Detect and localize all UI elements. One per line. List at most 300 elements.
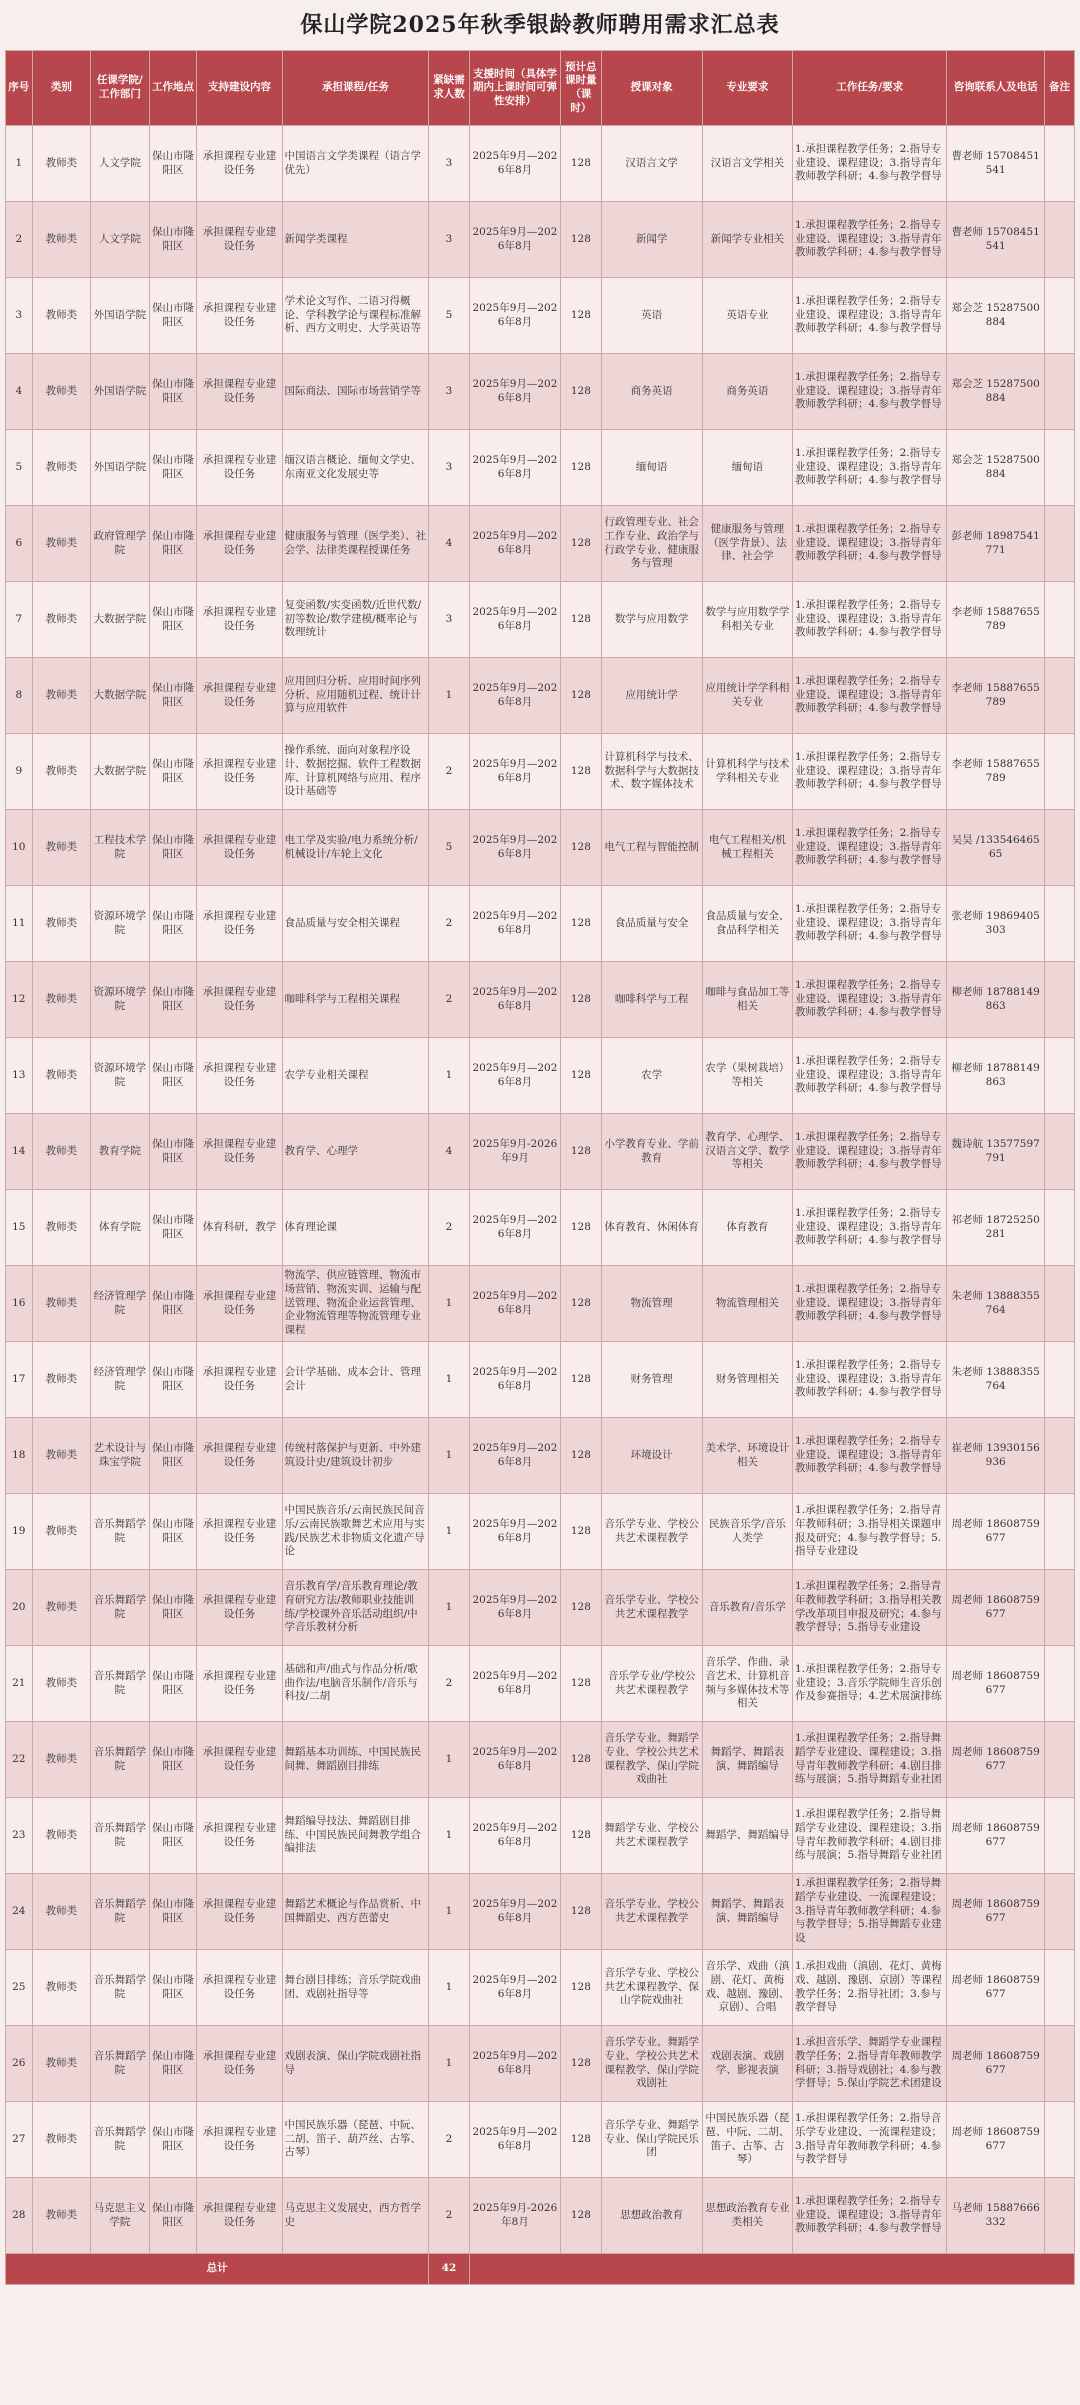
- course-task-cell: 物流学、供应链管理、物流市场营销、物流实训、运输与配送管理、物流企业运营管理、企业物流管理等物流管理专业课程: [282, 1266, 429, 1342]
- category-cell: 教师类: [32, 734, 91, 810]
- college-cell: 教育学院: [91, 1114, 150, 1190]
- row-index-cell: 5: [6, 430, 33, 506]
- teaching-target-cell: 音乐学专业、舞蹈学专业、学校公共艺术课程教学、保山学院戏曲社: [601, 1722, 702, 1798]
- college-cell: 政府管理学院: [91, 506, 150, 582]
- total-hours-cell: 128: [561, 1038, 601, 1114]
- contact-cell: 郑会芝 15287500884: [947, 430, 1045, 506]
- row-index-cell: 19: [6, 1494, 33, 1570]
- row-index-cell: 20: [6, 1570, 33, 1646]
- support-period-cell: 2025年9月—2026年8月: [469, 1342, 560, 1418]
- major-requirement-cell: 戏剧表演、戏剧学、影视表演: [702, 2026, 792, 2102]
- total-hours-cell: 128: [561, 1494, 601, 1570]
- table-row: [6, 962, 1075, 1038]
- headcount-cell: 2: [429, 734, 469, 810]
- teaching-target-cell: 音乐学专业、舞蹈学专业、保山学院民乐团: [601, 2102, 702, 2178]
- contact-cell: 马老师 15887666332: [947, 2178, 1045, 2254]
- course-task-cell: 操作系统、面向对象程序设计、数据挖掘、软件工程数据库、计算机网络与应用、程序设计基础等: [282, 734, 429, 810]
- table-row: [6, 1266, 1075, 1342]
- duties-cell: 1.承担课程教学任务；2.指导专业建设、课程建设；3.指导青年教师教学科研；4.参与教学督导: [793, 1418, 947, 1494]
- teaching-target-cell: 舞蹈学专业、学校公共艺术课程教学: [601, 1798, 702, 1874]
- support-period-cell: 2025年9月—2026年8月: [469, 2026, 560, 2102]
- support-period-cell: 2025年9月—2026年8月: [469, 1570, 560, 1646]
- category-cell: 教师类: [32, 1342, 91, 1418]
- course-task-cell: 基础和声/曲式与作品分析/歌曲作法/电脑音乐制作/音乐与科技/二胡: [282, 1646, 429, 1722]
- course-task-cell: 会计学基础、成本会计、管理会计: [282, 1342, 429, 1418]
- teaching-target-cell: 物流管理: [601, 1266, 702, 1342]
- table-row: [6, 430, 1075, 506]
- col-header: 紧缺需求人数: [429, 51, 469, 126]
- college-cell: 大数据学院: [91, 734, 150, 810]
- table-row: [6, 126, 1075, 202]
- headcount-cell: 1: [429, 2026, 469, 2102]
- contact-cell: 彭老师 18987541771: [947, 506, 1045, 582]
- remark-cell: [1045, 810, 1075, 886]
- duties-cell: 1.承担课程教学任务；2.指导专业建设、课程建设；3.指导青年教师教学科研；4.参与教学督导: [793, 1038, 947, 1114]
- category-cell: 教师类: [32, 1114, 91, 1190]
- teaching-target-cell: 应用统计学: [601, 658, 702, 734]
- col-header: 备注: [1045, 51, 1075, 126]
- college-cell: 大数据学院: [91, 582, 150, 658]
- category-cell: 教师类: [32, 1190, 91, 1266]
- headcount-cell: 3: [429, 202, 469, 278]
- remark-cell: [1045, 1114, 1075, 1190]
- headcount-cell: 3: [429, 430, 469, 506]
- support-content-cell: 承担课程专业建设任务: [197, 1646, 282, 1722]
- col-header: 类别: [32, 51, 91, 126]
- college-cell: 外国语学院: [91, 430, 150, 506]
- total-hours-cell: 128: [561, 658, 601, 734]
- support-period-cell: 2025年9月-2026年9月: [469, 1114, 560, 1190]
- course-task-cell: 教育学、心理学: [282, 1114, 429, 1190]
- table-row: [6, 1190, 1075, 1266]
- total-filler: [469, 2254, 1074, 2285]
- college-cell: 艺术设计与珠宝学院: [91, 1418, 150, 1494]
- support-content-cell: 承担课程专业建设任务: [197, 1038, 282, 1114]
- major-requirement-cell: 舞蹈学、舞蹈表演、舞蹈编导: [702, 1874, 792, 1950]
- support-content-cell: 承担课程专业建设任务: [197, 1798, 282, 1874]
- course-task-cell: 电工学及实验/电力系统分析/机械设计/车轮上文化: [282, 810, 429, 886]
- location-cell: 保山市隆阳区: [149, 1038, 197, 1114]
- total-value: 42: [429, 2254, 469, 2285]
- major-requirement-cell: 商务英语: [702, 354, 792, 430]
- teaching-target-cell: 新闻学: [601, 202, 702, 278]
- total-hours-cell: 128: [561, 734, 601, 810]
- course-task-cell: 马克思主义发展史，西方哲学史: [282, 2178, 429, 2254]
- category-cell: 教师类: [32, 2026, 91, 2102]
- teaching-target-cell: 电气工程与智能控制: [601, 810, 702, 886]
- teaching-target-cell: 小学教育专业、学前教育: [601, 1114, 702, 1190]
- support-content-cell: 承担课程专业建设任务: [197, 430, 282, 506]
- contact-cell: 吴昊 /13354646565: [947, 810, 1045, 886]
- total-hours-cell: 128: [561, 506, 601, 582]
- row-index-cell: 17: [6, 1342, 33, 1418]
- table-row: [6, 1114, 1075, 1190]
- headcount-cell: 5: [429, 810, 469, 886]
- headcount-cell: 4: [429, 1114, 469, 1190]
- teaching-target-cell: 音乐学专业、学校公共艺术课程教学: [601, 1570, 702, 1646]
- headcount-cell: 1: [429, 1038, 469, 1114]
- duties-cell: 1.承担课程教学任务；2.指导音乐学专业建设、一流课程建设；3.指导青年教师教学科研；4.参与教学督导: [793, 2102, 947, 2178]
- support-period-cell: 2025年9月—2026年8月: [469, 1950, 560, 2026]
- remark-cell: [1045, 1038, 1075, 1114]
- location-cell: 保山市隆阳区: [149, 278, 197, 354]
- teaching-target-cell: 思想政治教育: [601, 2178, 702, 2254]
- teaching-target-cell: 数学与应用数学: [601, 582, 702, 658]
- duties-cell: 1.承担课程教学任务；2.指导专业建设、课程建设；3.指导青年教师教学科研；4.参与教学督导: [793, 506, 947, 582]
- teaching-target-cell: 商务英语: [601, 354, 702, 430]
- category-cell: 教师类: [32, 2178, 91, 2254]
- support-content-cell: 承担课程专业建设任务: [197, 962, 282, 1038]
- headcount-cell: 1: [429, 1798, 469, 1874]
- college-cell: 音乐舞蹈学院: [91, 1646, 150, 1722]
- contact-cell: 李老师 15887655789: [947, 734, 1045, 810]
- college-cell: 人文学院: [91, 126, 150, 202]
- headcount-cell: 1: [429, 1494, 469, 1570]
- remark-cell: [1045, 1722, 1075, 1798]
- remark-cell: [1045, 886, 1075, 962]
- support-content-cell: 承担课程专业建设任务: [197, 658, 282, 734]
- headcount-cell: 1: [429, 1722, 469, 1798]
- category-cell: 教师类: [32, 810, 91, 886]
- course-task-cell: 复变函数/实变函数/近世代数/初等数论/数学建模/概率论与数理统计: [282, 582, 429, 658]
- col-header: 预计总课时量（课时）: [561, 51, 601, 126]
- headcount-cell: 1: [429, 658, 469, 734]
- row-index-cell: 6: [6, 506, 33, 582]
- location-cell: 保山市隆阳区: [149, 1950, 197, 2026]
- college-cell: 音乐舞蹈学院: [91, 1570, 150, 1646]
- total-label: 总计: [6, 2254, 429, 2285]
- duties-cell: 1.承担课程教学任务；2.指导专业建设、课程建设；3.指导青年教师教学科研；4.参与教学督导: [793, 658, 947, 734]
- course-task-cell: 音乐教育学/音乐教育理论/教育研究方法/教师职业技能训练/学校课外音乐活动组织/中学音乐教材分析: [282, 1570, 429, 1646]
- support-period-cell: 2025年9月—2026年8月: [469, 734, 560, 810]
- support-period-cell: 2025年9月—2026年8月: [469, 506, 560, 582]
- total-hours-cell: 128: [561, 582, 601, 658]
- location-cell: 保山市隆阳区: [149, 962, 197, 1038]
- total-hours-cell: 128: [561, 810, 601, 886]
- table-row: [6, 1038, 1075, 1114]
- support-content-cell: 承担课程专业建设任务: [197, 126, 282, 202]
- total-hours-cell: 128: [561, 1570, 601, 1646]
- contact-cell: 周老师 18608759677: [947, 2102, 1045, 2178]
- location-cell: 保山市隆阳区: [149, 1570, 197, 1646]
- location-cell: 保山市隆阳区: [149, 1798, 197, 1874]
- row-index-cell: 13: [6, 1038, 33, 1114]
- total-hours-cell: 128: [561, 126, 601, 202]
- category-cell: 教师类: [32, 430, 91, 506]
- row-index-cell: 28: [6, 2178, 33, 2254]
- duties-cell: 1.承担课程教学任务；2.指导专业建设、课程建设；3.指导青年教师教学科研；4.参与教学督导: [793, 278, 947, 354]
- course-task-cell: 中国语言文学类课程（语言学优先）: [282, 126, 429, 202]
- support-content-cell: 承担课程专业建设任务: [197, 582, 282, 658]
- table-row: [6, 506, 1075, 582]
- teaching-target-cell: 汉语言文学: [601, 126, 702, 202]
- course-task-cell: 传统村落保护与更新、中外建筑设计史/建筑设计初步: [282, 1418, 429, 1494]
- table-row: [6, 354, 1075, 430]
- total-hours-cell: 128: [561, 1190, 601, 1266]
- table-row: [6, 2102, 1075, 2178]
- headcount-cell: 2: [429, 1190, 469, 1266]
- teaching-target-cell: 农学: [601, 1038, 702, 1114]
- college-cell: 资源环境学院: [91, 1038, 150, 1114]
- location-cell: 保山市隆阳区: [149, 430, 197, 506]
- duties-cell: 1.承担课程教学任务；2.指导舞蹈学专业建设、课程建设；3.指导青年教师教学科研；4.剧目排练与展演；5.指导舞蹈专业社团: [793, 1798, 947, 1874]
- category-cell: 教师类: [32, 886, 91, 962]
- support-period-cell: 2025年9月—2026年8月: [469, 2102, 560, 2178]
- location-cell: 保山市隆阳区: [149, 126, 197, 202]
- category-cell: 教师类: [32, 962, 91, 1038]
- headcount-cell: 2: [429, 886, 469, 962]
- college-cell: 音乐舞蹈学院: [91, 1950, 150, 2026]
- category-cell: 教师类: [32, 1266, 91, 1342]
- support-period-cell: 2025年9月—2026年8月: [469, 1418, 560, 1494]
- college-cell: 资源环境学院: [91, 886, 150, 962]
- remark-cell: [1045, 658, 1075, 734]
- col-header: 支持建设内容: [197, 51, 282, 126]
- headcount-cell: 3: [429, 126, 469, 202]
- col-header: 授课对象: [601, 51, 702, 126]
- row-index-cell: 8: [6, 658, 33, 734]
- support-period-cell: 2025年9月—2026年8月: [469, 278, 560, 354]
- major-requirement-cell: 中国民族乐器（琵琶、中阮、二胡、笛子、古筝、古琴）: [702, 2102, 792, 2178]
- category-cell: 教师类: [32, 2102, 91, 2178]
- row-index-cell: 4: [6, 354, 33, 430]
- col-header: 支援时间（具体学期内上课时间可弹性安排）: [469, 51, 560, 126]
- table-row: [6, 1798, 1075, 1874]
- major-requirement-cell: 舞蹈学、舞蹈表演、舞蹈编导: [702, 1722, 792, 1798]
- total-hours-cell: 128: [561, 1798, 601, 1874]
- support-period-cell: 2025年9月—2026年8月: [469, 658, 560, 734]
- duties-cell: 1.承担课程教学任务；2.指导专业建设、课程建设；3.指导青年教师教学科研；4.参与教学督导: [793, 430, 947, 506]
- contact-cell: 崔老师 13930156936: [947, 1418, 1045, 1494]
- row-index-cell: 24: [6, 1874, 33, 1950]
- total-hours-cell: 128: [561, 1874, 601, 1950]
- major-requirement-cell: 民族音乐学/音乐人类学: [702, 1494, 792, 1570]
- table-row: [6, 2026, 1075, 2102]
- major-requirement-cell: 教育学、心理学、汉语言文学、数学等相关: [702, 1114, 792, 1190]
- duties-cell: 1.承担音乐学、舞蹈学专业课程教学任务；2.指导青年教师教学科研；3.指导戏剧社；4.参与教学督导；5.保山学院艺术团建设: [793, 2026, 947, 2102]
- course-task-cell: 中国民族乐器（琵琶、中阮、二胡、笛子、葫芦丝、古筝、古琴）: [282, 2102, 429, 2178]
- college-cell: 音乐舞蹈学院: [91, 2102, 150, 2178]
- row-index-cell: 16: [6, 1266, 33, 1342]
- col-header: 工作地点: [149, 51, 197, 126]
- course-task-cell: 中国民族音乐/云南民族民间音乐/云南民族歌舞艺术应用与实践/民族艺术非物质文化遗产导论: [282, 1494, 429, 1570]
- teaching-target-cell: 音乐学专业、舞蹈学专业、学校公共艺术课程教学、保山学院戏剧社: [601, 2026, 702, 2102]
- col-header: 专业要求: [702, 51, 792, 126]
- duties-cell: 1.承担课程教学任务；2.指导舞蹈学专业建设、课程建设；3.指导青年教师教学科研；4.剧目排练与展演；5.指导舞蹈专业社团: [793, 1722, 947, 1798]
- total-hours-cell: 128: [561, 886, 601, 962]
- duties-cell: 1.承担课程教学任务；2.指导专业建设、课程建设；3.指导青年教师教学科研；4.参与教学督导: [793, 1342, 947, 1418]
- remark-cell: [1045, 1266, 1075, 1342]
- major-requirement-cell: 农学（果树栽培）等相关: [702, 1038, 792, 1114]
- category-cell: 教师类: [32, 658, 91, 734]
- teaching-target-cell: 行政管理专业、社会工作专业、政治学与行政学专业、健康服务与管理: [601, 506, 702, 582]
- headcount-cell: 1: [429, 1342, 469, 1418]
- major-requirement-cell: 英语专业: [702, 278, 792, 354]
- major-requirement-cell: 数学与应用数学学科相关专业: [702, 582, 792, 658]
- duties-cell: 1.承担课程教学任务；2.指导专业建设、课程建设；3.指导青年教师教学科研；4.参与教学督导: [793, 126, 947, 202]
- total-hours-cell: 128: [561, 1722, 601, 1798]
- duties-cell: 1.承担课程教学任务；2.指导青年教师教学科研；3.指导相关教学改革项目申报及研究；4.参与教学督导；5.指导专业建设: [793, 1570, 947, 1646]
- contact-cell: 周老师 18608759677: [947, 2026, 1045, 2102]
- support-period-cell: 2025年9月-2026年8月: [469, 2178, 560, 2254]
- support-content-cell: 承担课程专业建设任务: [197, 1874, 282, 1950]
- course-task-cell: 食品质量与安全相关课程: [282, 886, 429, 962]
- duties-cell: 1.承担戏曲（滇剧、花灯、黄梅戏、越剧、豫剧、京剧）等课程教学任务；2.指导社团；3.参与教学督导: [793, 1950, 947, 2026]
- row-index-cell: 7: [6, 582, 33, 658]
- row-index-cell: 22: [6, 1722, 33, 1798]
- row-index-cell: 9: [6, 734, 33, 810]
- support-period-cell: 2025年9月—2026年8月: [469, 126, 560, 202]
- remark-cell: [1045, 962, 1075, 1038]
- course-task-cell: 农学专业相关课程: [282, 1038, 429, 1114]
- category-cell: 教师类: [32, 1646, 91, 1722]
- contact-cell: 周老师 18608759677: [947, 1722, 1045, 1798]
- duties-cell: 1.承担课程教学任务；2.指导青年教师科研；3.指导相关课题申报及研究；4.参与教学督导；5.指导专业建设: [793, 1494, 947, 1570]
- support-content-cell: 承担课程专业建设任务: [197, 886, 282, 962]
- teaching-target-cell: 缅甸语: [601, 430, 702, 506]
- row-index-cell: 11: [6, 886, 33, 962]
- headcount-cell: 2: [429, 2102, 469, 2178]
- remark-cell: [1045, 2178, 1075, 2254]
- location-cell: 保山市隆阳区: [149, 1190, 197, 1266]
- support-period-cell: 2025年9月—2026年8月: [469, 1798, 560, 1874]
- major-requirement-cell: 新闻学专业相关: [702, 202, 792, 278]
- category-cell: 教师类: [32, 354, 91, 430]
- table-row: [6, 278, 1075, 354]
- duties-cell: 1.承担课程教学任务；2.指导专业建设、课程建设；3.指导青年教师教学科研；4.参与教学督导: [793, 582, 947, 658]
- remark-cell: [1045, 126, 1075, 202]
- college-cell: 工程技术学院: [91, 810, 150, 886]
- major-requirement-cell: 体育教育: [702, 1190, 792, 1266]
- category-cell: 教师类: [32, 1798, 91, 1874]
- row-index-cell: 1: [6, 126, 33, 202]
- course-task-cell: 咖啡科学与工程相关课程: [282, 962, 429, 1038]
- category-cell: 教师类: [32, 1418, 91, 1494]
- major-requirement-cell: 缅甸语: [702, 430, 792, 506]
- duties-cell: 1.承担课程教学任务；2.指导专业建设、课程建设；3.指导青年教师教学科研；4.参与教学督导: [793, 1114, 947, 1190]
- remark-cell: [1045, 2102, 1075, 2178]
- total-hours-cell: 128: [561, 1950, 601, 2026]
- course-task-cell: 舞台剧目排练；音乐学院戏曲团、戏剧社指导等: [282, 1950, 429, 2026]
- duties-cell: 1.承担课程教学任务；2.指导专业建设、课程建设；3.指导青年教师教学科研；4.参与教学督导: [793, 202, 947, 278]
- contact-cell: 郑会芝 15287500884: [947, 354, 1045, 430]
- contact-cell: 周老师 18608759677: [947, 1798, 1045, 1874]
- col-header: 序号: [6, 51, 33, 126]
- support-period-cell: 2025年9月—2026年8月: [469, 1038, 560, 1114]
- support-content-cell: 承担课程专业建设任务: [197, 734, 282, 810]
- table-row: [6, 658, 1075, 734]
- row-index-cell: 27: [6, 2102, 33, 2178]
- location-cell: 保山市隆阳区: [149, 810, 197, 886]
- total-hours-cell: 128: [561, 430, 601, 506]
- row-index-cell: 26: [6, 2026, 33, 2102]
- major-requirement-cell: 音乐学、作曲、录音艺术、计算机音频与多媒体技术等相关: [702, 1646, 792, 1722]
- remark-cell: [1045, 1342, 1075, 1418]
- major-requirement-cell: 汉语言文学相关: [702, 126, 792, 202]
- support-content-cell: 承担课程专业建设任务: [197, 1342, 282, 1418]
- contact-cell: 郑会芝 15287500884: [947, 278, 1045, 354]
- location-cell: 保山市隆阳区: [149, 506, 197, 582]
- remark-cell: [1045, 2026, 1075, 2102]
- support-content-cell: 承担课程专业建设任务: [197, 2178, 282, 2254]
- support-period-cell: 2025年9月—2026年8月: [469, 1494, 560, 1570]
- row-index-cell: 15: [6, 1190, 33, 1266]
- category-cell: 教师类: [32, 1950, 91, 2026]
- duties-cell: 1.承担课程教学任务；2.指导舞蹈学专业建设、一流课程建设；3.指导青年教师教学科研；4.参与教学督导；5.指导舞蹈专业建设: [793, 1874, 947, 1950]
- course-task-cell: 体育理论课: [282, 1190, 429, 1266]
- major-requirement-cell: 思想政治教育专业类相关: [702, 2178, 792, 2254]
- college-cell: 经济管理学院: [91, 1266, 150, 1342]
- category-cell: 教师类: [32, 126, 91, 202]
- total-hours-cell: 128: [561, 962, 601, 1038]
- total-hours-cell: 128: [561, 1418, 601, 1494]
- location-cell: 保山市隆阳区: [149, 1874, 197, 1950]
- teaching-target-cell: 音乐学专业、学校公共艺术课程教学、保山学院戏曲社: [601, 1950, 702, 2026]
- support-content-cell: 承担课程专业建设任务: [197, 2026, 282, 2102]
- contact-cell: 周老师 18608759677: [947, 1950, 1045, 2026]
- course-task-cell: 国际商法、国际市场营销学等: [282, 354, 429, 430]
- total-hours-cell: 128: [561, 1266, 601, 1342]
- major-requirement-cell: 健康服务与管理（医学背景）、法律、社会学: [702, 506, 792, 582]
- support-period-cell: 2025年9月—2026年8月: [469, 1722, 560, 1798]
- teaching-target-cell: 计算机科学与技术、数据科学与大数据技术、数字媒体技术: [601, 734, 702, 810]
- location-cell: 保山市隆阳区: [149, 1114, 197, 1190]
- table-row: [6, 1342, 1075, 1418]
- college-cell: 音乐舞蹈学院: [91, 1798, 150, 1874]
- location-cell: 保山市隆阳区: [149, 1342, 197, 1418]
- contact-cell: 朱老师 13888355764: [947, 1342, 1045, 1418]
- duties-cell: 1.承担课程教学任务；2.指导专业建设、课程建设；3.指导青年教师教学科研；4.参与教学督导: [793, 886, 947, 962]
- total-hours-cell: 128: [561, 1342, 601, 1418]
- location-cell: 保山市隆阳区: [149, 1418, 197, 1494]
- support-content-cell: 承担课程专业建设任务: [197, 2102, 282, 2178]
- contact-cell: 李老师 15887655789: [947, 658, 1045, 734]
- location-cell: 保山市隆阳区: [149, 1646, 197, 1722]
- table-row: [6, 1494, 1075, 1570]
- remark-cell: [1045, 506, 1075, 582]
- header-row: [6, 51, 1075, 126]
- duties-cell: 1.承担课程教学任务；2.指导专业建设、课程建设；3.指导青年教师教学科研；4.参与教学督导: [793, 2178, 947, 2254]
- support-period-cell: 2025年9月—2026年8月: [469, 810, 560, 886]
- duties-cell: 1.承担课程教学任务；2.指导专业建设、课程建设；3.指导青年教师教学科研；4.参与教学督导: [793, 1190, 947, 1266]
- support-period-cell: 2025年9月—2026年8月: [469, 1646, 560, 1722]
- course-task-cell: 健康服务与管理（医学类）、社会学、法律类课程授课任务: [282, 506, 429, 582]
- row-index-cell: 25: [6, 1950, 33, 2026]
- total-hours-cell: 128: [561, 1114, 601, 1190]
- course-task-cell: 戏剧表演、保山学院戏剧社指导: [282, 2026, 429, 2102]
- total-hours-cell: 128: [561, 1646, 601, 1722]
- college-cell: 外国语学院: [91, 278, 150, 354]
- remark-cell: [1045, 1874, 1075, 1950]
- contact-cell: 李老师 15887655789: [947, 582, 1045, 658]
- total-hours-cell: 128: [561, 354, 601, 430]
- support-period-cell: 2025年9月—2026年8月: [469, 1874, 560, 1950]
- teaching-target-cell: 环境设计: [601, 1418, 702, 1494]
- total-hours-cell: 128: [561, 2102, 601, 2178]
- remark-cell: [1045, 1494, 1075, 1570]
- major-requirement-cell: 财务管理相关: [702, 1342, 792, 1418]
- support-content-cell: 承担课程专业建设任务: [197, 354, 282, 430]
- support-period-cell: 2025年9月—2026年8月: [469, 1190, 560, 1266]
- table-row: [6, 1418, 1075, 1494]
- contact-cell: 周老师 18608759677: [947, 1494, 1045, 1570]
- major-requirement-cell: 咖啡与食品加工等相关: [702, 962, 792, 1038]
- teacher-demand-table: [5, 50, 1075, 2285]
- support-content-cell: 承担课程专业建设任务: [197, 1494, 282, 1570]
- table-row: [6, 202, 1075, 278]
- duties-cell: 1.承担课程教学任务；2.指导专业建设、课程建设；3.指导青年教师教学科研；4.参与教学督导: [793, 962, 947, 1038]
- row-index-cell: 18: [6, 1418, 33, 1494]
